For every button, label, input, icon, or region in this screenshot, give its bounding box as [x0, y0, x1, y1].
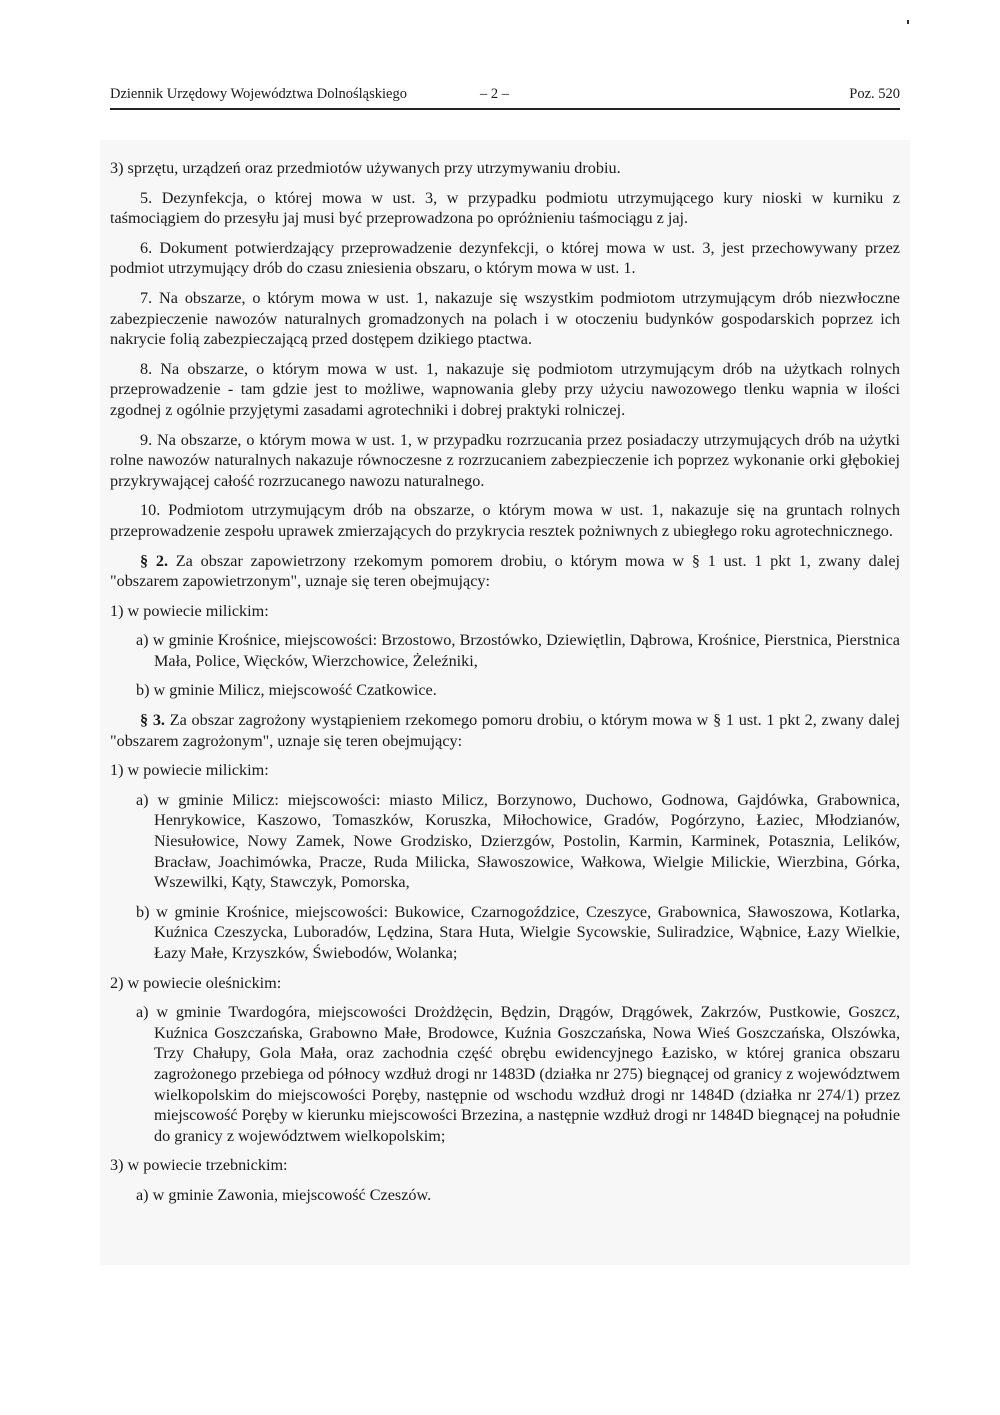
page-number: – 2 – [480, 86, 509, 102]
header-rule [110, 108, 900, 110]
paragraph-10: 10. Podmiotom utrzymującym drób na obszarze, o którym mowa w ust. 1, nakazuje się na gruntach rolnych przeprowadzenie zespołu uprawek zmierzających do przykrycia resztek pożniwnych z ubiegłego roku agrotechnicznego. [110, 501, 900, 540]
section-2-county-1-b: b) w gminie Milicz, miejscowość Czatkowice. [136, 681, 437, 700]
section-2 [110, 551, 900, 592]
section-3-county-1-a: a) w gminie Milicz: miejscowości: miasto Milicz, Borzynowo, Duchowo, Godnowa, Gajdówka, Grabownica, Henrykowice, Kaszowo, Tomaszków, Koruszka, Miłochowice, Gradów, Pogórzyno, Łaziec, Młodzianów, Niesułowice, Nowy Zamek, Nowe Grodzisko, Dzierzgów, Postolin, Karmin, Karminek, Potasznia, Lelików, Bracław, Joachimówka, Pracze, Ruda Milicka, Sławoszowice, Wałkowa, Wielgie Milickie, Wierzbina, Górka, Wszewilki, Kąty, Stawczyk, Pomorska, [136, 790, 900, 892]
section-3-county-1-b: b) w gminie Krośnice, miejscowości: Bukowice, Czarnogoździce, Czeszyce, Grabownica, Sławoszowa, Kotlarka, Kuźnica Czeszycka, Luboradów, Lędzina, Stara Huta, Wielgie Sycowskie, Suliradzice, Wąbnice, Łazy Wielkie, Łazy Małe, Krzyszków, Świebodów, Wolanka; [136, 902, 900, 962]
section-2-text: Za obszar zapowietrzony rzekomym pomorem drobiu, o którym mowa w § 1 ust. 1 pkt 1, zwany dalej "obszarem zapowietrzonym", uznaje się teren obejmujący: [110, 551, 901, 591]
section-2-county-1: 1) w powiecie milickim: [110, 601, 269, 620]
paragraph-8: 8. Na obszarze, o którym mowa w ust. 1, nakazuje się podmiotom utrzymującym drób na użytkach rolnych przeprowadzenie - tam gdzie jest to możliwe, wapnowania gleby przy użyciu nawozowego tlenku wapnia w ilości zgodnej z ogólnie przyjętymi zasadami agrotechniki i dobrej praktyki rolniczej. [110, 359, 900, 419]
section-2-county-1-a: a) w gminie Krośnice, miejscowości: Brzostowo, Brzostówko, Dziewiętlin, Dąbrowa, Krośnice, Pierstnica, Pierstnica Mała, Police, Więcków, Wierzchowice, Żeleźniki, [136, 631, 900, 670]
section-3-county-3-a: a) w gminie Zawonia, miejscowość Czeszów. [136, 1185, 432, 1204]
position-number: Poz. 520 [849, 86, 900, 102]
paragraph-7: 7. Na obszarze, o którym mowa w ust. 1, nakazuje się wszystkim podmiotom utrzymującym drób niezwłoczne zabezpieczenie nawozów naturalnych gromadzonych na polach i w otoczeniu budynków gospodarskich poprzez ich nakrycie folią zabezpieczającą przed dostępem dzikiego ptactwa. [110, 288, 900, 349]
section-3 [110, 710, 900, 751]
section-3-county-1: 1) w powiecie milickim: [110, 761, 269, 780]
running-header [110, 86, 900, 106]
section-2-marker: § 2. [140, 551, 169, 570]
paragraph-6: 6. Dokument potwierdzający przeprowadzenie dezynfekcji, o której mowa w ust. 3, jest przechowywany przez podmiot utrzymujący drób do czasu zniesienia obszaru, o którym mowa w ust. 1. [110, 238, 900, 278]
section-3-county-2-a: a) w gminie Twardogóra, miejscowości Drożdżęcin, Będzin, Drągów, Drągówek, Zakrzów, Pustkowie, Goszcz, Kuźnica Goszczańska, Grabowno Małe, Brodowce, Kuźnia Goszczańska, Nowa Wieś Goszczańska, Olszówka, Trzy Chałupy, Gola Mała, oraz zachodnia część obrębu ewidencyjnego Łazisko, w której granica obszaru zagrożonego przebiega od północy wzdłuż drogi nr 1483D (działka nr 275) biegnącej od granicy z województwem wielkopolskim do miejscowości Poręby, następnie od wschodu wzdłuż drogi nr 1484D (działka nr 274/1) przez miejscowość Poręby w kierunku miejscowości Brzezina, a następnie wzdłuż drogi nr 1484D biegnącej na południe do granicy z województwem wielkopolskim; [136, 1003, 900, 1145]
journal-title: Dziennik Urzędowy Województwa Dolnośląskiego [110, 86, 407, 102]
paragraph-9: 9. Na obszarze, o którym mowa w ust. 1, w przypadku rozrzucania przez posiadaczy utrzymujących drób na użytki rolne nawozów naturalnych nakazuje równoczesne z rozrzucaniem zabezpieczenie ich poprzez wykonanie orki głębokiej przykrywającej całość rozrzucanego nawozu naturalnego. [110, 430, 900, 490]
paragraph-item-3: 3) sprzętu, urządzeń oraz przedmiotów używanych przy utrzymywaniu drobiu. [110, 159, 621, 177]
paragraph-5: 5. Dezynfekcja, o której mowa w ust. 3, w przypadku podmiotu utrzymującego kury nioski w kurniku z taśmociągiem do przesyłu jaj musi być przeprowadzona po opróżnieniu taśmociągu z jaj. [110, 188, 900, 228]
scan-speck [907, 20, 909, 24]
section-3-marker: § 3. [140, 711, 165, 730]
section-3-county-3: 3) w powiecie trzebnickim: [110, 1156, 288, 1175]
document-body [110, 158, 900, 1215]
section-3-text: Za obszar zagrożony wystąpieniem rzekomego pomoru drobiu, o którym mowa w § 1 ust. 1 pkt 2, zwany dalej "obszarem zagrożonym", uznaje się teren obejmujący: [110, 711, 900, 750]
section-3-county-2: 2) w powiecie oleśnickim: [110, 973, 282, 992]
